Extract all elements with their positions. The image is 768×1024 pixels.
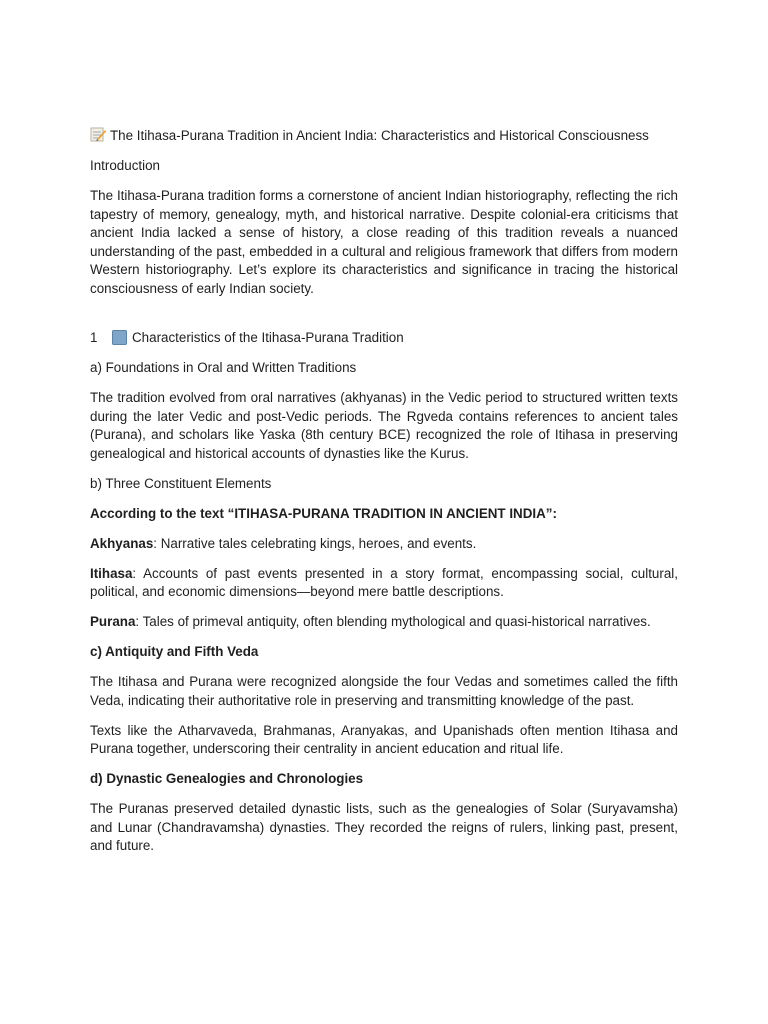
subsection-a-heading: a) Foundations in Oral and Written Traditions <box>90 360 357 375</box>
memo-icon <box>90 127 106 142</box>
element-purana <box>90 613 678 632</box>
subsection-d-paragraph: The Puranas preserved detailed dynastic lists, such as the genealogies of Solar (Suryavamsha) and Lunar (Chandravamsha) dynasties. They recorded the reigns of rulers, linking past, present, and future. <box>90 801 678 853</box>
element-akhyanas <box>90 535 678 554</box>
term-description: : Tales of primeval antiquity, often blending mythological and quasi-historical narratives. <box>135 614 651 629</box>
term-description: : Accounts of past events presented in a story format, encompassing social, cultural, political, and economic dimensions—beyond mere battle descriptions. <box>90 565 678 599</box>
intro-heading: Introduction <box>90 158 160 173</box>
section-1-heading <box>90 329 678 348</box>
term-label: Itihasa <box>90 565 133 581</box>
document-title-text: The Itihasa-Purana Tradition in Ancient India: Characteristics and Historical Consciousness <box>110 128 649 143</box>
document-title <box>90 127 678 146</box>
subsection-c-heading: c) Antiquity and Fifth Veda <box>90 644 259 659</box>
subsection-a-paragraph: The tradition evolved from oral narratives (akhyanas) in the Vedic period to structured written texts during the later Vedic and post-Vedic periods. The Rgveda contains references to ancient tales (Purana), and scholars like Yaska (8th century BCE) recognized the role of Itihasa in preserving genealogical and historical accounts of dynasties like the Kurus. <box>90 390 678 461</box>
intro-paragraph: The Itihasa-Purana tradition forms a cornerstone of ancient Indian historiography, reflecting the rich tapestry of memory, genealogy, myth, and historical narrative. Despite colonial-era criticisms that ancient India lacked a sense of history, a close reading of this tradition reveals a nuanced understanding of the past, embedded in a cultural and religious framework that differs from modern Western historiography. Let’s explore its characteristics and significance in tracing the historical consciousness of early Indian society. <box>90 188 678 296</box>
section-number: 1 <box>90 330 98 345</box>
section-1-title: Characteristics of the Itihasa-Purana Tradition <box>132 330 404 345</box>
term-label: Akhyanas <box>90 535 154 551</box>
subsection-c-paragraph-1: The Itihasa and Purana were recognized alongside the four Vedas and sometimes called the fifth Veda, indicating their authoritative role in preserving and transmitting knowledge of the past. <box>90 674 678 708</box>
subsection-b-heading: b) Three Constituent Elements <box>90 475 272 491</box>
document-page <box>90 127 678 867</box>
term-description: : Narrative tales celebrating kings, heroes, and events. <box>153 535 477 551</box>
subsection-d-heading: d) Dynastic Genealogies and Chronologies <box>90 771 364 786</box>
element-itihasa <box>90 565 678 602</box>
subsection-c-paragraph-2: Texts like the Atharvaveda, Brahmanas, Aranyakas, and Upanishads often mention Itihasa and Purana together, underscoring their centrality in ancient education and ritual life. <box>90 722 678 756</box>
source-line: According to the text “ITIHASA-PURANA TRADITION IN ANCIENT INDIA”: <box>90 505 557 521</box>
term-label: Purana <box>90 614 136 629</box>
blue-square-icon <box>112 330 127 345</box>
